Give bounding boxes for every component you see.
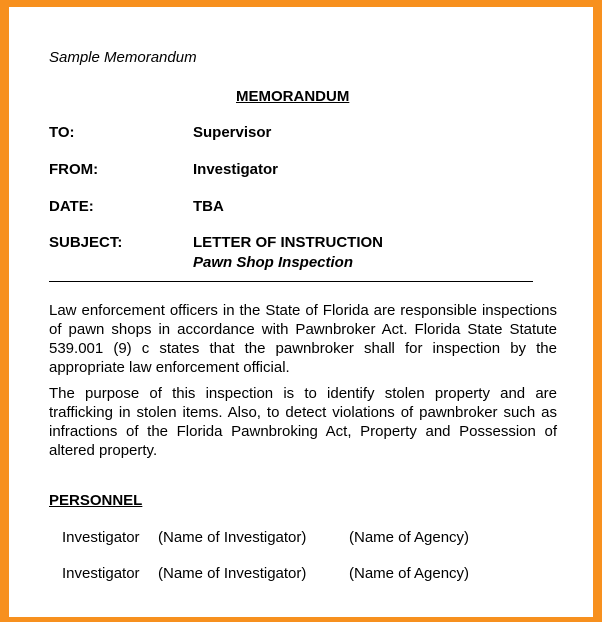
subject-value: LETTER OF INSTRUCTION xyxy=(193,234,383,251)
date-label: DATE: xyxy=(49,198,94,215)
body-paragraph-1: Law enforcement officers in the State of Florida are responsible inspections of pawn shops in accordance with Pawnbroker Act. Florida State Statute 539.001 (9) c states that the pawnbroker shall for inspection by the appropriate law enforcement official. xyxy=(49,302,557,376)
body-paragraph-2: The purpose of this inspection is to identify stolen property and are trafficking in stolen items. Also, to detect violations of pawnbroker such as infractions of the Florida Pawnbroking Act, Property and Possession of altered property. xyxy=(49,385,557,459)
document-caption: Sample Memorandum xyxy=(49,49,197,66)
to-label: TO: xyxy=(49,124,75,141)
from-label: FROM: xyxy=(49,161,99,178)
personnel-role: Investigator xyxy=(62,529,140,546)
personnel-role: Investigator xyxy=(62,565,140,582)
subject-subtitle: Pawn Shop Inspection xyxy=(193,254,354,271)
personnel-name: (Name of Investigator) xyxy=(158,565,307,582)
subject-label: SUBJECT: xyxy=(49,234,123,251)
to-value: Supervisor xyxy=(193,124,272,141)
personnel-agency: (Name of Agency) xyxy=(349,565,470,582)
header-divider xyxy=(49,281,533,282)
memo-title: MEMORANDUM xyxy=(236,88,350,105)
personnel-name: (Name of Investigator) xyxy=(158,529,307,546)
date-value: TBA xyxy=(193,198,224,215)
personnel-agency: (Name of Agency) xyxy=(349,529,470,546)
from-value: Investigator xyxy=(193,161,279,178)
personnel-heading: PERSONNEL xyxy=(49,492,143,509)
